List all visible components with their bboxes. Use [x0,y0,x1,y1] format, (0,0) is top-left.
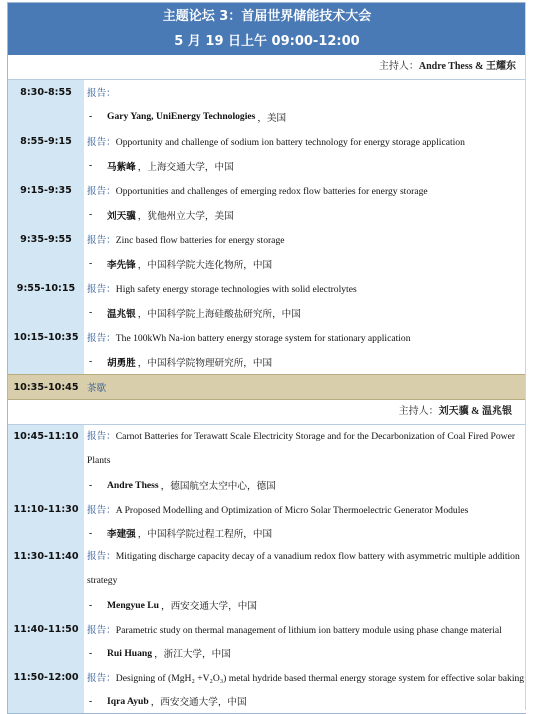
talk-row [8,178,526,202]
bullet-dash: - [89,209,93,220]
speaker-name: 胡勇胜 [107,357,136,369]
talk-time: 9:15-9:35 [8,178,84,202]
talk-time: 9:55-10:15 [8,276,84,300]
speaker-affiliation: ，犹他州立大学，美国 [137,210,234,222]
bullet-dash: - [89,111,93,122]
session-header [8,3,526,55]
speaker-affiliation: ，浙江大学，中国 [154,649,231,660]
bullet-dash: - [89,307,93,318]
report-label: 报告： [87,431,116,442]
speaker-row [8,521,526,545]
time-col-spacer [8,251,84,276]
session-title: 主题论坛 3：首届世界储能技术大会 [162,9,372,24]
report-label: 报告： [87,284,116,295]
talk-row [8,80,526,104]
talk-info [84,80,526,104]
speaker-row [8,689,526,713]
talk-time: 10:45-11:10 [8,425,84,473]
talk-info [84,325,526,349]
talk-row [8,497,526,521]
speaker-row [8,251,526,276]
talk-time: 8:30-8:55 [8,80,84,104]
chair-line-1 [8,55,526,80]
report-label: 报告： [87,235,116,246]
talk-time: 11:30-11:40 [8,545,84,593]
bullet-dash: - [89,647,93,659]
talk-title: Carnot Batteries for Terawatt Scale Electricity Storage and for the Decarbonization of Coal Fired Power Plants [87,431,516,466]
talk-info [84,227,526,251]
report-label: 报告： [87,137,116,148]
speaker-row [8,153,526,178]
talk-row [8,276,526,300]
speaker-affiliation: ，西安交通大学，中国 [160,601,257,612]
chair-line-2 [8,400,526,425]
speaker-name: Andre Thess [107,479,159,491]
talk-time: 11:50-12:00 [8,665,84,689]
speaker-row [8,104,526,129]
talk-info [84,545,526,593]
talk-row [8,617,526,641]
speaker-affiliation: ，中国科学院上海硅酸盐研究所，中国 [137,308,301,320]
bullet-dash: - [89,479,93,491]
speaker-affiliation: ，上海交通大学，中国 [137,161,234,173]
talk-title: A Proposed Modelling and Optimization of Micro Solar Thermoelectric Generator Modules [115,505,469,516]
time-col-spacer [8,153,84,178]
speaker-affiliation: ，德国航空太空中心，德国 [160,481,276,492]
chair-prefix: 主持人： [378,61,419,72]
time-col-spacer [8,104,84,129]
report-label: 报告： [87,88,116,99]
speaker-row [8,641,526,665]
speaker-name: 李先锋 [107,259,136,271]
speaker-row [8,349,526,374]
talk-row [8,129,526,153]
speaker-affiliation: ，中国科学院物理研究所，中国 [137,357,273,369]
talk-info [84,129,526,153]
bullet-dash: - [89,356,93,367]
time-col-spacer [8,300,84,325]
talk-time: 10:15-10:35 [8,325,84,349]
report-label: 报告： [87,505,116,516]
session-2-list [8,425,526,713]
talk-row [8,227,526,251]
talk-title: High safety energy storage technologies with solid electrolytes [115,284,357,295]
bullet-dash: - [89,160,93,171]
session-1-list [8,80,526,374]
talk-time: 11:10-11:30 [8,497,84,521]
speaker-info [84,300,526,325]
talk-row [8,545,526,593]
speaker-info [84,104,526,129]
speaker-name: Rui Huang [107,647,153,659]
report-label: 报告： [87,673,116,684]
talk-row [8,665,526,689]
talk-title: Parametric study on thermal management of lithium ion battery module using phase change material [115,625,502,636]
time-col-spacer [8,641,84,665]
talk-row [8,325,526,349]
time-col-spacer [8,202,84,227]
chair-names: 刘天骥 & 温兆银 [438,406,512,417]
talk-row [8,425,526,473]
talk-info [84,276,526,300]
report-label: 报告： [87,625,116,636]
talk-info [84,665,526,689]
speaker-info [84,521,526,545]
speaker-affiliation: ，西安交通大学，中国 [150,697,247,708]
speaker-info [84,202,526,227]
speaker-info [84,153,526,178]
speaker-name: 刘天骥 [107,210,136,222]
talk-info [84,497,526,521]
speaker-row [8,473,526,497]
talk-title: Mitigating discharge capacity decay of a vanadium redox flow battery with asymmetric multiple addition strategy [87,551,520,586]
talk-info [84,425,526,473]
report-label: 报告： [87,551,116,562]
program-sheet [7,2,526,714]
speaker-info [84,349,526,374]
speaker-name: 李建强 [107,529,136,540]
speaker-row [8,202,526,227]
time-col-spacer [8,473,84,497]
speaker-name: 温兆银 [107,308,136,320]
session-date-time: 5 月 19 日上午 09:00-12:00 [174,34,360,49]
speaker-info [84,593,526,617]
break-time: 10:35-10:45 [8,375,84,399]
time-col-spacer [8,521,84,545]
speaker-info [84,689,526,713]
chair-prefix: 主持人： [398,406,439,417]
bullet-dash: - [89,599,93,611]
bullet-dash: - [89,527,93,539]
time-col-spacer [8,349,84,374]
break-label: 茶歇 [87,383,107,394]
time-col-spacer [8,593,84,617]
talk-info [84,178,526,202]
speaker-name: Iqra Ayub [107,695,149,707]
speaker-row [8,300,526,325]
speaker-info [84,473,526,497]
right-border [525,2,526,710]
report-label: 报告： [87,333,116,344]
speaker-affiliation: ，中国科学院大连化物所，中国 [137,259,273,271]
talk-info [84,617,526,641]
talk-time: 11:40-11:50 [8,617,84,641]
speaker-affiliation: ，中国科学院过程工程所，中国 [137,529,273,540]
speaker-name: Gary Yang, UniEnergy Technologies [107,111,256,122]
bullet-dash: - [89,258,93,269]
talk-title: Zinc based flow batteries for energy storage [115,235,285,246]
talk-time: 9:35-9:55 [8,227,84,251]
report-label: 报告： [87,186,116,197]
bullet-dash: - [89,695,93,707]
speaker-row [8,593,526,617]
chair-names: Andre Thess & 王耀东 [418,61,516,72]
talk-time: 8:55-9:15 [8,129,84,153]
time-col-spacer [8,689,84,713]
speaker-info [84,641,526,665]
talk-title: Opportunities and challenges of emerging redox flow batteries for energy storage [115,186,428,197]
speaker-info [84,251,526,276]
talk-title: Opportunity and challenge of sodium ion battery technology for energy storage application [115,137,465,148]
speaker-name: 马紫峰 [107,161,136,173]
speaker-affiliation: ，美国 [257,112,287,124]
tea-break-row [8,374,526,400]
talk-title: Designing of (MgH₂ +V₂O₃) metal hydride based thermal energy storage system for effective solar baking [115,673,525,684]
talk-title: The 100kWh Na-ion battery energy storage system for stationary application [115,333,411,344]
speaker-name: Mengyue Lu [107,599,159,611]
